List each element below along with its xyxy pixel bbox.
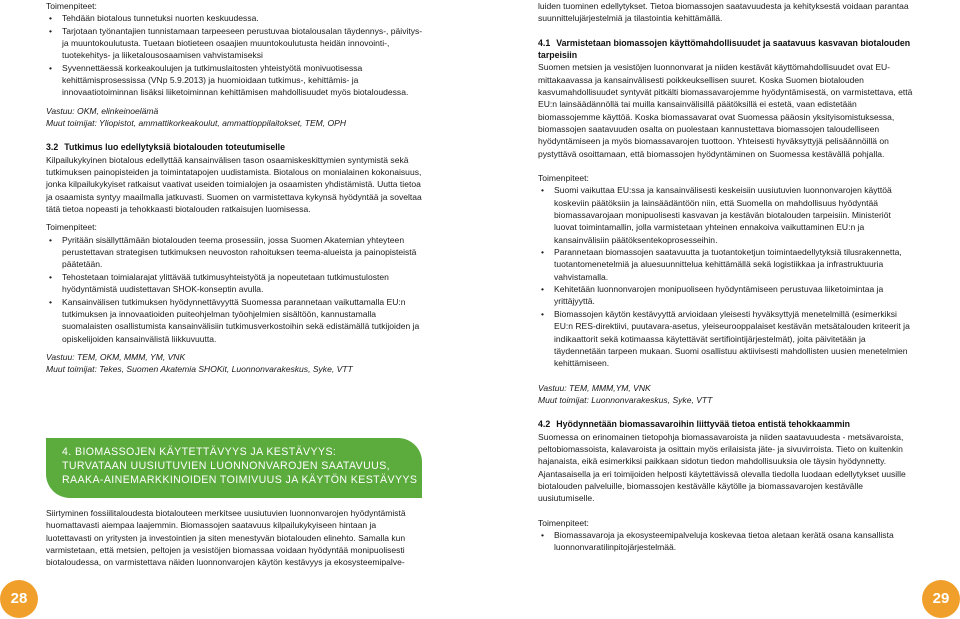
toimenpiteet-heading: Toimenpiteet: xyxy=(46,222,97,233)
section-heading xyxy=(46,141,424,153)
continued-paragraph: luiden tuominen edellytykset. Tietoa biomassojen saatavuudesta ja kehityksestä voidaan parantaa suunnittelujärjestelmiä ja tilastointia kehittämällä. xyxy=(538,1,909,24)
list-item: • Tehdään biotalous tunnetuksi nuorten keskuudessa. xyxy=(46,12,424,24)
section-paragraph: Suomessa on erinomainen tietopohja biomassavaroista ja niiden saatavuudesta - metsävaroista, peltobiomassoista, kalavaroista ja osittain myös erilaisista jäte- ja sivuvirroista. Tieto on kuitenkin hajanaista, eikä esimerkiksi paikkaan sidotun tiedon mahdollisuuksia ole täysin hyödynnetty. Ajantasaisella ja eri toimijoiden helposti käytettävissä olevalla tiedolla luodaan edellytykset uusille biotalouden palveluille, biomassojen kestävälle käytölle ja biomassavarojen kestävälle uusiutumiselle. xyxy=(538,431,906,504)
section-heading xyxy=(538,37,916,62)
other-actors-line: Muut toimijat: Yliopistot, ammattikorkeakoulut, ammattioppilaitokset, TEM, OPH xyxy=(46,118,347,129)
section-title: Tutkimus luo edellytyksiä biotalouden toteutumiselle xyxy=(64,142,286,153)
chapter-intro-paragraph: Siirtyminen fossiilitaloudesta biotalouteen merkitsee uusiutuvien luonnonvarojen hyödyntämistä huomattavasti aiempaa laajemmin. Biomassojen saatavuus kilpailukykyiseen hintaan ja luotettavasti on yritysten ja investointien ja siten menestyvän biotalouden elinehto. Samalla kun varmistetaan, että metsien, peltojen ja vesistöjen biomassaa voidaan hyödyntää monipuolisesti biotaloudessa, on varmistettava näiden luonnonvarojen käytön kestävyys ja ekosysteemipalve- xyxy=(46,508,406,568)
mid-bullet-list xyxy=(46,234,424,345)
chapter-intro xyxy=(46,507,424,569)
right-column xyxy=(538,0,916,554)
list-item: • Syvennettäessä korkeakoulujen ja tutkimuslaitosten yhteistyötä monivuotisessa kehittämisprosessissa (VNp 5.9.2013) ja huomioidaan tutkimus-, kehittämis- ja innovaatiotoiminnan lisäksi liiketoiminnan kehittämisen mahdollisuudet myös biotaloudessa. xyxy=(46,62,424,99)
mid-bullet-list xyxy=(538,184,916,369)
list-item: • Biomassojen käytön kestävyyttä arvioidaan yleisesti hyväksyttyjä menetelmillä (esimerkiksi EU:n RES-direktiivi, puutavara-asetus, yleiseurooppalaiset kestävän metsätalouden kriteerit ja indikaattorit sekä kotimaassa käytettävät sertifiointijärjestelmät), joita päivitetään ja täydennetään tarpeen mukaan. Suomi osallistuu aktiivisesti mahdollisten uusien menetelmien kehittämiseen. xyxy=(538,308,916,370)
page-number-right: 29 xyxy=(922,580,960,618)
section-paragraph: Kilpailukykyinen biotalous edellyttää kansainvälisen tason osaamiskeskittymien syntymistä sekä tutkimuksen painopisteiden ja toimintatapojen uudistamista. Biotalous on monialainen kokonaisuus, jonka kilpailukykyiset ratkaisut vaativat useiden toimialojen ja osaamisten yhdistämistä. Uutta tietoa ja osaamista syntyy maailmalla jatkuvasti. Suomen on varmistettava kykynsä hyödyntää ja soveltaa tätä tietoa nopeasti ja tehokkaasti biotalouden ratkaisujen luomisessa. xyxy=(46,154,422,215)
toimenpiteet-heading: Toimenpiteet: xyxy=(538,173,589,184)
list-item: • Kehitetään luonnonvarojen monipuoliseen hyödyntämiseen perustuvaa liiketoimintaa ja yrittäjyyttä. xyxy=(538,283,916,308)
list-item: • Tarjotaan työnantajien tunnistamaan tarpeeseen perustuvaa biotalousalan täydennys-, päivitys- ja muuntokoulutusta. Tuetaan biotieteen osaajien muuntokoulutusta heidän innovointi-, tuotekehitys- ja liiketalousosaamisen vahvistamiseksi xyxy=(46,25,424,62)
page-number-left: 28 xyxy=(0,580,38,618)
banner-line-1: 4. BIOMASSOJEN KÄYTETTÄVYYS JA KESTÄVYYS: xyxy=(62,446,337,458)
section-heading xyxy=(538,418,916,430)
section-paragraph: Suomen metsien ja vesistöjen luonnonvarat ja niiden kestävät käyttömahdollisuudet ovat EU-mittakaavassa ja kansainvälisesti poikkeuksellisen suuret. Koska Suomen biotalouden kasvumahdollisuudet syntyvät pitkälti biomassavarojemme hyödyntämisestä, on varmistettava, että EU:n lainsäädännöllä tai muilla kansainvälisillä päätöksillä ei estetä, vaan edistetään biomassojemme käyttöä. Koska biomassavarat ovat Suomessa pääosin yksityisomistuksessa, biomassojen saatavuuden osalta on puolestaan kannustettava biomassojen taloudelliseen hyödyntämiseen ja myös biomassavarojen tuottoon. Yhteisesti hyväksyttyjä pelisäännöillä on pystyttävä osoittamaan, että biomassojen hyödyntäminen on Suomessa kestävällä pohjalla. xyxy=(538,62,913,159)
list-item: • Tehostetaan toimialarajat ylittävää tutkimusyhteistyötä ja nopeutetaan tutkimustulosten hyödyntämistä uudistettavan SHOK-konseptin avulla. xyxy=(46,271,424,296)
responsibility-line: Vastuu: OKM, elinkeinoelämä xyxy=(46,105,159,116)
toimenpiteet-heading: Toimenpiteet: xyxy=(46,1,97,11)
section-title: Varmistetaan biomassojen käyttömahdollisuudet ja saatavuus kasvavan biotalouden tarpeisiin xyxy=(538,37,911,60)
chapter-banner xyxy=(46,438,422,498)
top-bullet-list xyxy=(46,12,424,98)
banner-line-3: RAAKA-AINEMARKKINOIDEN TOIMIVUUS JA KÄYTÖN KESTÄVYYS xyxy=(62,474,418,486)
banner-line-2: TURVATAAN UUSIUTUVIEN LUONNONVAROJEN SAATAVUUS, xyxy=(62,460,391,472)
list-item: • Pyritään sisällyttämään biotalouden teema prosessiin, jossa Suomen Akatemian yhteyteen perustettavan strategisen tutkimuksen neuvoston rahoituksen teema-alueista ja painopisteistä päätetään. xyxy=(46,234,424,271)
section-number: 4.2 xyxy=(538,419,551,430)
section-title: Hyödynnetään biomassavaroihin liittyvää tietoa entistä tehokkaammin xyxy=(556,419,851,430)
responsibility-line: Vastuu: TEM, MMM,YM, VNK xyxy=(538,382,651,393)
section-number: 3.2 xyxy=(46,142,59,153)
toimenpiteet-heading: Toimenpiteet: xyxy=(538,517,589,528)
list-item: • Parannetaan biomassojen saatavuutta ja tuotantoketjun toimintaedellytyksiä tilusrakennetta, tuotantomenetelmiä ja aluesuunnittelua kehittämällä sekä logistiikkaa ja infrastruktuuria vahvistamalla. xyxy=(538,246,916,283)
list-item: • Kansainvälisen tutkimuksen hyödynnettävyyttä Suomessa parannetaan vaikuttamalla EU:n tutkimuksen ja innovaatioiden puiteohjelman työohjelmien sisältöön, kannustamalla suomalaisten osallistumista kansainvälisiin tutkimusverkostoihin sekä edistämällä tutkijoiden ja opiskelijoiden kansainvälistä liikkuvuutta. xyxy=(46,296,424,345)
section-number: 4.1 xyxy=(538,37,551,48)
list-item: • Biomassavaroja ja ekosysteemipalveluja koskevaa tietoa aletaan kerätä osana kansallista luonnonvaratilinpitojärjestelmää. xyxy=(538,529,916,554)
other-actors-line: Muut toimijat: Tekes, Suomen Akatemia SHOKit, Luonnonvarakeskus, Syke, VTT xyxy=(46,364,353,375)
left-column xyxy=(46,0,424,376)
responsibility-line: Vastuu: TEM, OKM, MMM, YM, VNK xyxy=(46,351,186,362)
list-item: • Suomi vaikuttaa EU:ssa ja kansainvälisesti keskeisiin uusiutuvien luonnonvarojen käyttöä koskeviin päätöksiin ja lainsäädäntöön niin, että Suomella on mahdollisuus hyödyntää biomassavarojaan monipuolisesti kasvavan ja kestävän biotalouden tarpeisiin. Ministeriöt luovat toimintamallin, jolla varmistetaan yhteinen ennakoiva vaikuttaminen EU:n ja kansainvälisiin päätöksentekoprosesseihin. xyxy=(538,184,916,246)
other-actors-line: Muut toimijat: Luonnonvarakeskus, Syke, VTT xyxy=(538,394,713,405)
bottom-bullet-list xyxy=(538,529,916,554)
